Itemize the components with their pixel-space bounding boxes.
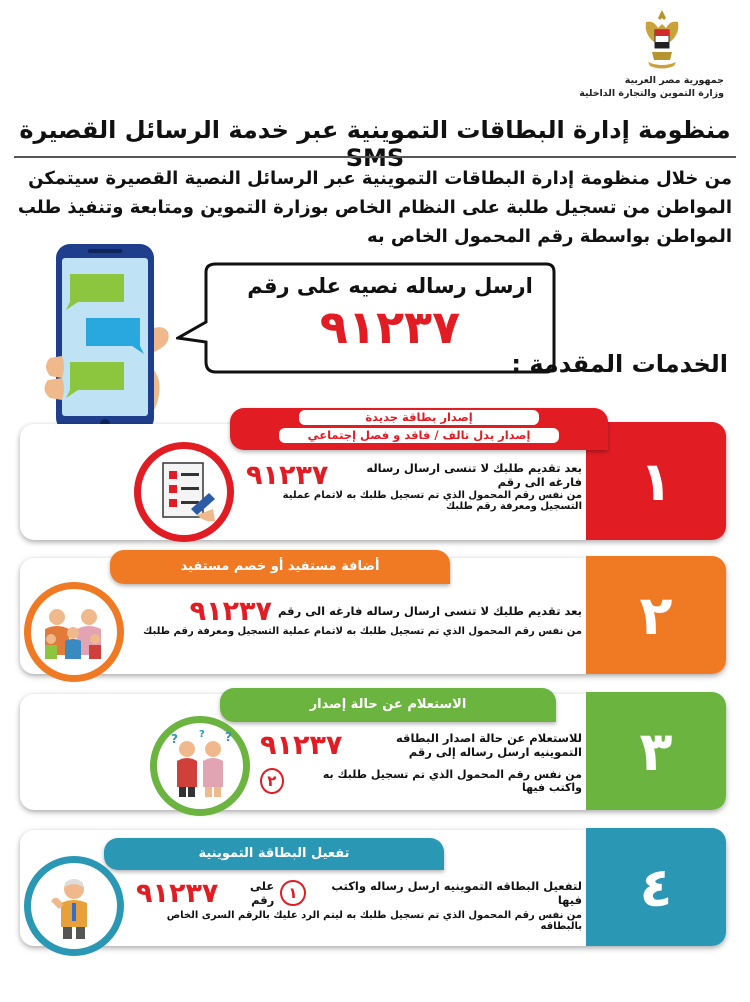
eagle-emblem-icon	[640, 8, 684, 72]
ministry-name	[579, 74, 724, 100]
svg-text:?: ?	[225, 730, 232, 744]
ministry-line2: وزارة التموين والتجارة الداخلية	[579, 88, 724, 99]
service-2-number: ٩١٢٣٧	[189, 595, 273, 627]
svg-text:?: ?	[199, 729, 205, 740]
service-1-number: ٩١٢٣٧	[246, 459, 329, 491]
intro-paragraph: من خلال منظومة إدارة البطاقات التموينية عبر الرسائل النصية القصيرة سيتمكن المواطن من تسجيل طلبة على النظام الخاص بوزارة التموين ومتابعة وتنفيذ طلب المواطن بواسطة رقم المحمول الخاص به	[17, 168, 732, 247]
service-number-1: ١	[586, 422, 726, 540]
page-title: منظومة إدارة البطاقات التموينية عبر خدمة الرسائل القصيرة SMS	[19, 116, 731, 172]
service-2-subtext: من نفس رقم المحمول الذي تم تسجيل طلبك به لاتمام عملية التسجيل ومعرفة رقم طلبك	[143, 626, 582, 637]
service-ribbon-1-line2: إصدار بدل تالف / فاقد و فصل إجتماعي	[279, 428, 559, 443]
service-card-1	[10, 412, 738, 542]
service-card-2	[10, 546, 738, 676]
service-4-number: ٩١٢٣٧	[136, 877, 219, 909]
title-divider	[14, 156, 736, 158]
family-icon	[24, 582, 124, 682]
service-3-number: ٩١٢٣٧	[260, 729, 343, 761]
bubble-instruction: ارسل رساله نصيه على رقم	[247, 274, 533, 298]
service-4-code: ١	[280, 880, 305, 906]
service-number-2: ٢	[586, 556, 726, 674]
service-card-4	[10, 818, 738, 948]
service-ribbon-1-line1: إصدار بطاقة جديدة	[299, 410, 539, 425]
service-3-code: ٢	[260, 768, 284, 794]
service-4-subtext: من نفس رقم المحمول الذي تم تسجيل طلبك به ليتم الرد عليك بالرقم السرى الخاص بالبطاقه	[166, 910, 582, 932]
sms-number: ٩١٢٣٧	[319, 300, 461, 354]
service-ribbon-3: الاستعلام عن حالة إصدار	[220, 688, 556, 722]
ministry-line1: جمهورية مصر العربية	[624, 75, 724, 86]
service-2-text: بعد تقديم طلبك لا تنسى ارسال رساله فارغه الى رقم	[278, 604, 582, 618]
services-heading: الخدمات المقدمة :	[511, 350, 728, 378]
service-3-subtext: من نفس رقم المحمول الذي تم تسجيل طلبك به واكتب فيها	[322, 768, 582, 794]
service-1-text: بعد تقديم طلبك لا تنسى ارسال رساله فارغه الى رقم	[366, 461, 582, 489]
service-number-4: ٤	[586, 828, 726, 946]
service-4-text-b: على رقم	[250, 879, 275, 907]
old-man-icon	[24, 856, 124, 956]
service-4-text-a: لتفعيل البطاقه التموينيه ارسل رساله واكتب فيها	[331, 879, 582, 907]
service-number-3: ٣	[586, 692, 726, 810]
service-ribbon-1	[230, 408, 608, 450]
service-3-text: للاستعلام عن حالة اصدار البطاقه التموينيه ارسل رساله إلى رقم	[395, 731, 582, 759]
svg-text:?: ?	[171, 732, 178, 746]
inquiry-people-icon	[150, 716, 250, 816]
service-card-3	[10, 682, 738, 812]
service-ribbon-4: تفعيل البطاقة التموينية	[104, 838, 444, 870]
service-ribbon-2: أضافة مستفيد أو خصم مستفيد	[110, 550, 450, 584]
form-checklist-icon	[134, 442, 234, 542]
service-1-subtext: من نفس رقم المحمول الذي تم تسجيل طلبك به لاتمام عملية التسجيل ومعرفة رقم طلبك	[282, 490, 582, 512]
